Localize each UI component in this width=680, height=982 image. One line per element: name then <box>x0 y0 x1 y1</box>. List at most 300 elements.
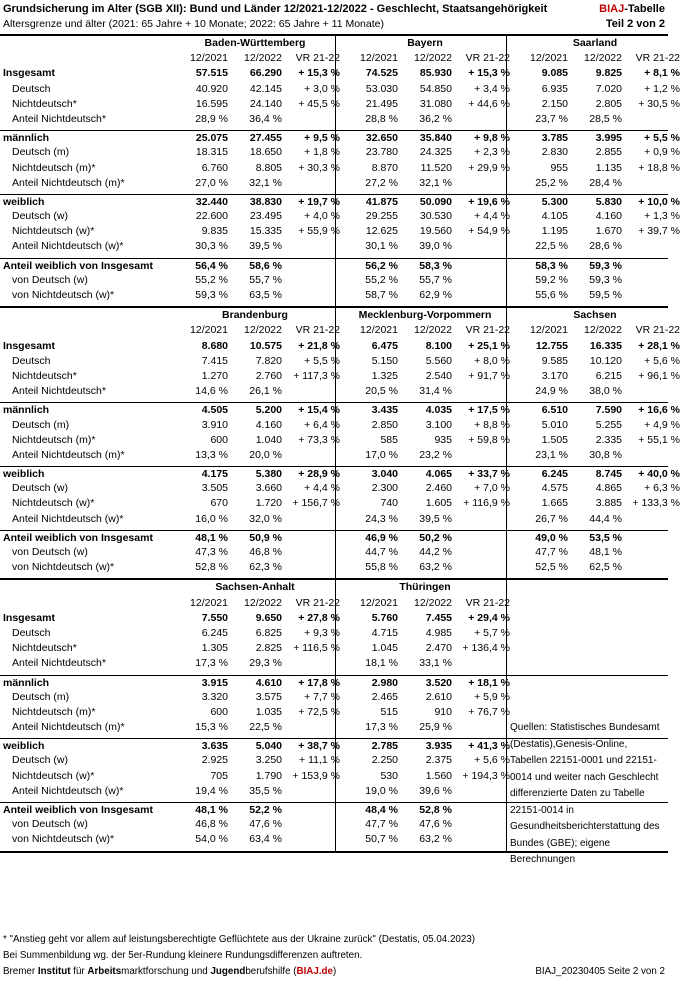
table-cell: 30,1 % <box>365 240 398 253</box>
row-label: Deutsch (m) <box>12 690 70 703</box>
region-name: Sachsen <box>573 309 617 322</box>
table-cell: 47,7 % <box>365 818 398 831</box>
table-cell: 66.290 <box>249 67 282 80</box>
table-cell: + 9,5 % <box>304 132 340 145</box>
row-label: männlich <box>3 676 50 689</box>
table-cell: + 25,1 % <box>468 339 510 352</box>
column-header-row <box>0 323 680 338</box>
table-cell: 25.075 <box>195 132 228 145</box>
table-cell: + 1,8 % <box>304 146 340 159</box>
table-cell: + 18,1 % <box>468 676 510 689</box>
table-cell: 9.825 <box>595 67 622 80</box>
table-cell: 44,4 % <box>589 512 622 525</box>
row-label: Insgesamt <box>3 611 55 624</box>
table-cell: 8.745 <box>595 468 622 481</box>
column-header: 12/2022 <box>584 324 622 337</box>
table-cell: + 15,3 % <box>468 67 510 80</box>
table-cell: 19.560 <box>419 225 452 238</box>
table-cell: 50,9 % <box>249 531 282 544</box>
table-row <box>0 611 668 626</box>
table-cell: 4.505 <box>201 404 228 417</box>
table-cell: + 55,9 % <box>298 225 340 238</box>
table-cell: + 6,3 % <box>644 482 680 495</box>
table-cell: 24,9 % <box>535 385 568 398</box>
column-header: VR 21-22 <box>295 324 340 337</box>
table-cell: + 16,6 % <box>638 404 680 417</box>
table-cell: 23,2 % <box>419 448 452 461</box>
table-cell: 3.995 <box>595 132 622 145</box>
row-label: männlich <box>3 132 50 145</box>
row-label: Anteil Nichtdeutsch* <box>12 657 106 670</box>
region-name: Saarland <box>572 37 618 49</box>
table-row <box>0 481 680 496</box>
table-cell: 10.120 <box>589 354 622 367</box>
row-label: von Nichtdeutsch (w)* <box>12 289 115 301</box>
row-label: Deutsch (m) <box>12 146 70 159</box>
table-cell: 38.830 <box>249 195 282 208</box>
region-name: Brandenburg <box>222 309 288 322</box>
table-row <box>0 209 680 224</box>
table-cell: 30,8 % <box>589 448 622 461</box>
table-cell: 3.520 <box>425 676 452 689</box>
table-row <box>0 97 680 112</box>
table-cell: 55,6 % <box>535 289 568 301</box>
table-cell: 670 <box>210 497 228 510</box>
table-cell: 16,0 % <box>195 512 228 525</box>
column-header: 12/2022 <box>414 52 452 65</box>
table-cell: 63,2 % <box>419 833 452 846</box>
table-cell: 48,1 % <box>195 804 228 816</box>
table-cell: 5.560 <box>425 354 452 367</box>
table-cell: 58,3 % <box>419 259 452 272</box>
table-cell: 9.585 <box>541 354 568 367</box>
table-cell: + 11,1 % <box>299 754 340 767</box>
table-cell: + 8,1 % <box>644 67 680 80</box>
table-cell: + 19,6 % <box>468 195 510 208</box>
table-cell: + 9,8 % <box>474 132 510 145</box>
table-cell: 63,2 % <box>419 561 452 574</box>
table-cell: 3.885 <box>595 497 622 510</box>
table-cell: 38,0 % <box>589 385 622 398</box>
table-cell: 62,5 % <box>589 561 622 574</box>
table-cell: 5.300 <box>541 195 568 208</box>
column-divider <box>335 580 336 850</box>
table-cell: 48,1 % <box>195 531 228 544</box>
table-cell: + 4,4 % <box>304 482 340 495</box>
row-label: weiblich <box>3 195 45 208</box>
table-cell: 55,8 % <box>365 561 398 574</box>
table-cell: 63,4 % <box>249 833 282 846</box>
row-label: Deutsch (w) <box>12 754 69 767</box>
table-row <box>0 530 668 545</box>
table-row <box>0 130 680 145</box>
table-cell: 10.575 <box>249 339 282 352</box>
table-cell: + 45,5 % <box>298 97 340 110</box>
org-link[interactable]: BIAJ.de <box>296 966 333 977</box>
table-cell: 6.935 <box>541 82 568 95</box>
table-cell: 2.300 <box>371 482 398 495</box>
table-cell: + 5,7 % <box>474 626 510 639</box>
table-cell: 5.255 <box>595 418 622 431</box>
footnote-rounding: Bei Summenbildung wg. der 5er-Rundung kleinere Rundungsdifferenzen auftreten. <box>3 950 363 961</box>
table-cell: + 21,8 % <box>298 339 340 352</box>
table-cell: 600 <box>210 705 228 718</box>
table-cell: 2.540 <box>425 369 452 382</box>
table-row <box>0 402 680 417</box>
table-cell: + 5,9 % <box>474 690 510 703</box>
region-name: Baden-Württemberg <box>204 37 306 49</box>
table-cell: + 8,0 % <box>474 354 510 367</box>
table-cell: 1.790 <box>255 769 282 782</box>
table-cell: + 5,5 % <box>304 354 340 367</box>
table-cell: + 15,3 % <box>298 67 340 80</box>
table-cell: 52,2 % <box>249 804 282 816</box>
table-cell: 42.145 <box>249 82 282 95</box>
table-row <box>0 339 680 354</box>
column-header: 12/2022 <box>414 324 452 337</box>
table-cell: 955 <box>550 161 568 174</box>
table-cell: 15.335 <box>249 225 282 238</box>
row-label: Anteil Nichtdeutsch* <box>12 112 106 125</box>
region-name: Bayern <box>407 37 443 49</box>
table-cell: 6.475 <box>371 339 398 352</box>
table-cell: 1.305 <box>201 642 228 655</box>
table-row <box>0 656 668 671</box>
table-cell: + 7,0 % <box>474 482 510 495</box>
table-cell: + 116,5 % <box>293 642 340 655</box>
table-cell: 56,2 % <box>365 259 398 272</box>
table-cell: 2.850 <box>371 418 398 431</box>
table-cell: 27.455 <box>249 132 282 145</box>
table-cell: 33,1 % <box>419 657 452 670</box>
table-cell: 3.910 <box>201 418 228 431</box>
header <box>3 2 665 32</box>
row-label: Insgesamt <box>3 339 55 352</box>
table-cell: 8.805 <box>255 161 282 174</box>
column-divider <box>335 308 336 578</box>
table-cell: 32,1 % <box>249 176 282 189</box>
table-cell: + 4,9 % <box>644 418 680 431</box>
row-label: von Deutsch (w) <box>12 818 88 831</box>
table-cell: + 1,3 % <box>644 210 680 223</box>
row-label: Anteil Nichtdeutsch (w)* <box>12 784 124 797</box>
table-cell: + 40,0 % <box>638 468 680 481</box>
column-header-row <box>0 596 668 611</box>
table-cell: + 7,7 % <box>304 690 340 703</box>
tag-rest: -Tabelle <box>624 3 665 15</box>
table-cell: 1.560 <box>425 769 452 782</box>
table-cell: 740 <box>380 497 398 510</box>
region-header-row <box>0 308 668 323</box>
organization-line: Bremer Institut für Arbeitsmarktforschung und Jugendberufshilfe (BIAJ.de) <box>3 966 337 977</box>
row-label: Nichtdeutsch (w)* <box>12 225 95 238</box>
table-cell: 25,9 % <box>419 721 452 734</box>
table-cell: + 194,3 % <box>462 769 510 782</box>
row-label: Anteil Nichtdeutsch (m)* <box>12 721 125 734</box>
table-row <box>0 145 680 160</box>
table-cell: + 0,9 % <box>644 146 680 159</box>
table-cell: 32.650 <box>365 132 398 145</box>
table-cell: + 4,4 % <box>474 210 510 223</box>
table-cell: 36,4 % <box>249 112 282 125</box>
table-cell: 1.670 <box>595 225 622 238</box>
table-cell: 1.135 <box>595 161 622 174</box>
table-cell: 54.850 <box>419 82 452 95</box>
table-cell: + 17,8 % <box>298 676 340 689</box>
table-cell: 63,5 % <box>249 289 282 301</box>
table-block <box>0 306 680 578</box>
table-cell: 2.610 <box>425 690 452 703</box>
table-cell: 3.575 <box>255 690 282 703</box>
table-cell: + 9,3 % <box>304 626 340 639</box>
table-cell: + 17,5 % <box>468 404 510 417</box>
table-cell: 55,7 % <box>249 273 282 286</box>
table-cell: + 30,5 % <box>638 97 680 110</box>
column-header: VR 21-22 <box>295 596 340 609</box>
table-cell: 62,3 % <box>249 561 282 574</box>
table-cell: 55,2 % <box>195 273 228 286</box>
column-header: 12/2022 <box>584 52 622 65</box>
row-label: Nichtdeutsch (m)* <box>12 705 96 718</box>
column-header: 12/2021 <box>530 324 568 337</box>
table-cell: 44,7 % <box>365 546 398 558</box>
table-cell: 7.590 <box>595 404 622 417</box>
table-cell: 59,2 % <box>535 273 568 286</box>
column-header: VR 21-22 <box>465 52 510 65</box>
table-cell: 5.760 <box>371 611 398 624</box>
table-cell: + 44,6 % <box>468 97 510 110</box>
table-cell: 23.780 <box>365 146 398 159</box>
table-cell: 15,3 % <box>195 721 228 734</box>
table-cell: 6.215 <box>595 369 622 382</box>
table-row <box>0 512 668 527</box>
table-cell: 3.635 <box>201 740 228 753</box>
column-header: 12/2021 <box>360 52 398 65</box>
table-cell: 3.935 <box>425 740 452 753</box>
row-label: von Nichtdeutsch (w)* <box>12 561 115 574</box>
table-cell: + 19,7 % <box>298 195 340 208</box>
table-cell: 22,5 % <box>249 721 282 734</box>
table-cell: 41.875 <box>365 195 398 208</box>
table-cell: 2.760 <box>255 369 282 382</box>
column-header: VR 21-22 <box>465 324 510 337</box>
column-header: 12/2021 <box>190 596 228 609</box>
table-cell: + 28,1 % <box>638 339 680 352</box>
table-cell: 3.435 <box>371 404 398 417</box>
table-cell: 9.650 <box>255 611 282 624</box>
table-cell: 32,1 % <box>419 176 452 189</box>
footnote-ukraine: * "Anstieg geht vor allem auf leistungsberechtigte Geflüchtete aus der Ukraine zurück" (Destatis, 05.04.2023) <box>3 934 476 945</box>
table-cell: 53,5 % <box>589 531 622 544</box>
table-cell: 26,7 % <box>535 512 568 525</box>
table-cell: 1.505 <box>541 433 568 446</box>
table-cell: 18,1 % <box>365 657 398 670</box>
table-cell: 17,3 % <box>365 721 398 734</box>
row-label: Nichtdeutsch (w)* <box>12 497 95 510</box>
table-cell: 4.175 <box>201 468 228 481</box>
table-cell: 2.375 <box>425 754 452 767</box>
table-cell: 935 <box>434 433 452 446</box>
row-label: Anteil weiblich von Insgesamt <box>3 259 153 272</box>
table-cell: + 5,6 % <box>474 754 510 767</box>
table-cell: 57.515 <box>195 67 228 80</box>
table-row <box>0 273 668 288</box>
table-cell: 910 <box>434 705 452 718</box>
row-label: von Deutsch (w) <box>12 273 88 286</box>
table-cell: 7.020 <box>595 82 622 95</box>
table-cell: 85.930 <box>419 67 452 80</box>
table-cell: + 76,7 % <box>468 705 510 718</box>
table-cell: 40.920 <box>195 82 228 95</box>
table-cell: + 41,3 % <box>468 740 510 753</box>
table-cell: + 4,0 % <box>304 210 340 223</box>
table-cell: 31,4 % <box>419 385 452 398</box>
table-row <box>0 626 668 641</box>
table-cell: 8.100 <box>425 339 452 352</box>
table-cell: 1.045 <box>371 642 398 655</box>
table-row <box>0 560 668 575</box>
table-cell: + 38,7 % <box>298 740 340 753</box>
table-cell: 1.325 <box>371 369 398 382</box>
table-cell: 18.315 <box>195 146 228 159</box>
table-cell: 32.440 <box>195 195 228 208</box>
table-cell: 47,3 % <box>195 546 228 558</box>
table-cell: + 72,5 % <box>298 705 340 718</box>
row-label: männlich <box>3 404 50 417</box>
table-row <box>0 112 668 127</box>
table-cell: 23,1 % <box>535 448 568 461</box>
table-cell: 39,6 % <box>419 784 452 797</box>
page-indicator: Teil 2 von 2 <box>605 18 665 30</box>
column-header: VR 21-22 <box>465 596 510 609</box>
table-cell: 6.825 <box>255 626 282 639</box>
table-cell: 3.040 <box>371 468 398 481</box>
table-cell: 2.460 <box>425 482 452 495</box>
row-label: Anteil Nichtdeutsch (w)* <box>12 512 124 525</box>
table-cell: 23.495 <box>249 210 282 223</box>
table-cell: 4.105 <box>541 210 568 223</box>
table-cell: 23,7 % <box>535 112 568 125</box>
row-label: Nichtdeutsch (m)* <box>12 161 96 174</box>
table-cell: 39,0 % <box>419 240 452 253</box>
table-cell: 28,5 % <box>589 112 622 125</box>
row-label: Anteil Nichtdeutsch (w)* <box>12 240 124 253</box>
table-cell: + 15,4 % <box>298 404 340 417</box>
table-cell: + 6,4 % <box>304 418 340 431</box>
table-cell: 5.380 <box>255 468 282 481</box>
table-cell: 2.470 <box>425 642 452 655</box>
column-divider <box>506 36 507 306</box>
table-cell: 2.785 <box>371 740 398 753</box>
column-header: 12/2022 <box>244 596 282 609</box>
table-cell: 2.830 <box>541 146 568 159</box>
source-note: Quellen: Statistisches Bundesamt (Destatis),Genesis-Online, Tabellen 22151-0001 und 22151-0014 und weiter nach Geschlecht differenzierte Daten zu Tabelle 22151-0014 in Gesundheitsberichterstattung des Bundes (GBE); eigene Berechnungen <box>510 722 660 865</box>
table-row <box>0 354 680 369</box>
table-cell: 1.040 <box>255 433 282 446</box>
region-name: Mecklenburg-Vorpommern <box>358 309 492 322</box>
column-header: 12/2021 <box>190 324 228 337</box>
table-cell: 3.785 <box>541 132 568 145</box>
row-label: von Deutsch (w) <box>12 546 88 558</box>
table-cell: 16.335 <box>589 339 622 352</box>
table-row <box>0 705 668 720</box>
page-subtitle: Altersgrenze und älter (2021: 65 Jahre + 10 Monate; 2022: 65 Jahre + 11 Monate) <box>3 18 384 30</box>
table-cell: + 55,1 % <box>638 433 680 446</box>
column-header: 12/2021 <box>360 324 398 337</box>
table-cell: 3.660 <box>255 482 282 495</box>
table-cell: 14,6 % <box>195 385 228 398</box>
table-cell: 19,4 % <box>195 784 228 797</box>
table-row <box>0 194 680 209</box>
table-row <box>0 418 680 433</box>
table-row <box>0 433 680 448</box>
table-cell: 3.100 <box>425 418 452 431</box>
table-cell: 22,5 % <box>535 240 568 253</box>
table-cell: + 29,4 % <box>468 611 510 624</box>
table-cell: + 29,9 % <box>468 161 510 174</box>
table-cell: 7.455 <box>425 611 452 624</box>
column-header: 12/2021 <box>360 596 398 609</box>
row-label: Deutsch <box>12 354 51 367</box>
table-cell: + 153,9 % <box>292 769 340 782</box>
table-cell: 3.320 <box>201 690 228 703</box>
table-cell: + 3,0 % <box>304 82 340 95</box>
table-cell: 52,8 % <box>195 561 228 574</box>
table-cell: 30,3 % <box>195 240 228 253</box>
table-cell: 6.245 <box>541 468 568 481</box>
table-cell: 7.550 <box>201 611 228 624</box>
table-cell: 9.835 <box>201 225 228 238</box>
table-cell: 16.595 <box>195 97 228 110</box>
table-cell: + 18,8 % <box>638 161 680 174</box>
table-row <box>0 641 668 656</box>
table-cell: 58,6 % <box>249 259 282 272</box>
table-cell: + 28,9 % <box>298 468 340 481</box>
table-cell: + 39,7 % <box>638 225 680 238</box>
table-cell: 29.255 <box>365 210 398 223</box>
table-cell: 4.610 <box>255 676 282 689</box>
column-header: 12/2022 <box>244 52 282 65</box>
table-cell: 24.140 <box>249 97 282 110</box>
table-cell: 4.035 <box>425 404 452 417</box>
table-block <box>0 34 680 306</box>
table-cell: 4.575 <box>541 482 568 495</box>
column-header-row <box>0 51 680 66</box>
table-cell: + 54,9 % <box>468 225 510 238</box>
table-cell: 59,5 % <box>589 289 622 301</box>
table-cell: 28,9 % <box>195 112 228 125</box>
table-cell: 4.160 <box>255 418 282 431</box>
table-cell: 585 <box>380 433 398 446</box>
row-label: Nichtdeutsch (w)* <box>12 769 95 782</box>
row-label: Insgesamt <box>3 67 55 80</box>
table-cell: 9.085 <box>541 67 568 80</box>
table-row <box>0 82 680 97</box>
table-cell: 31.080 <box>419 97 452 110</box>
table-cell: + 116,9 % <box>463 497 510 510</box>
row-label: Anteil Nichtdeutsch* <box>12 385 106 398</box>
table-cell: 4.065 <box>425 468 452 481</box>
table-cell: + 5,6 % <box>644 354 680 367</box>
region-name: Thüringen <box>399 581 451 594</box>
table-tag <box>599 2 665 32</box>
table-cell: 24,3 % <box>365 512 398 525</box>
table-cell: + 27,8 % <box>298 611 340 624</box>
table-cell: + 156,7 % <box>292 497 340 510</box>
table-cell: 44,2 % <box>419 546 452 558</box>
table-cell: 4.715 <box>371 626 398 639</box>
table-cell: + 117,3 % <box>293 369 340 382</box>
